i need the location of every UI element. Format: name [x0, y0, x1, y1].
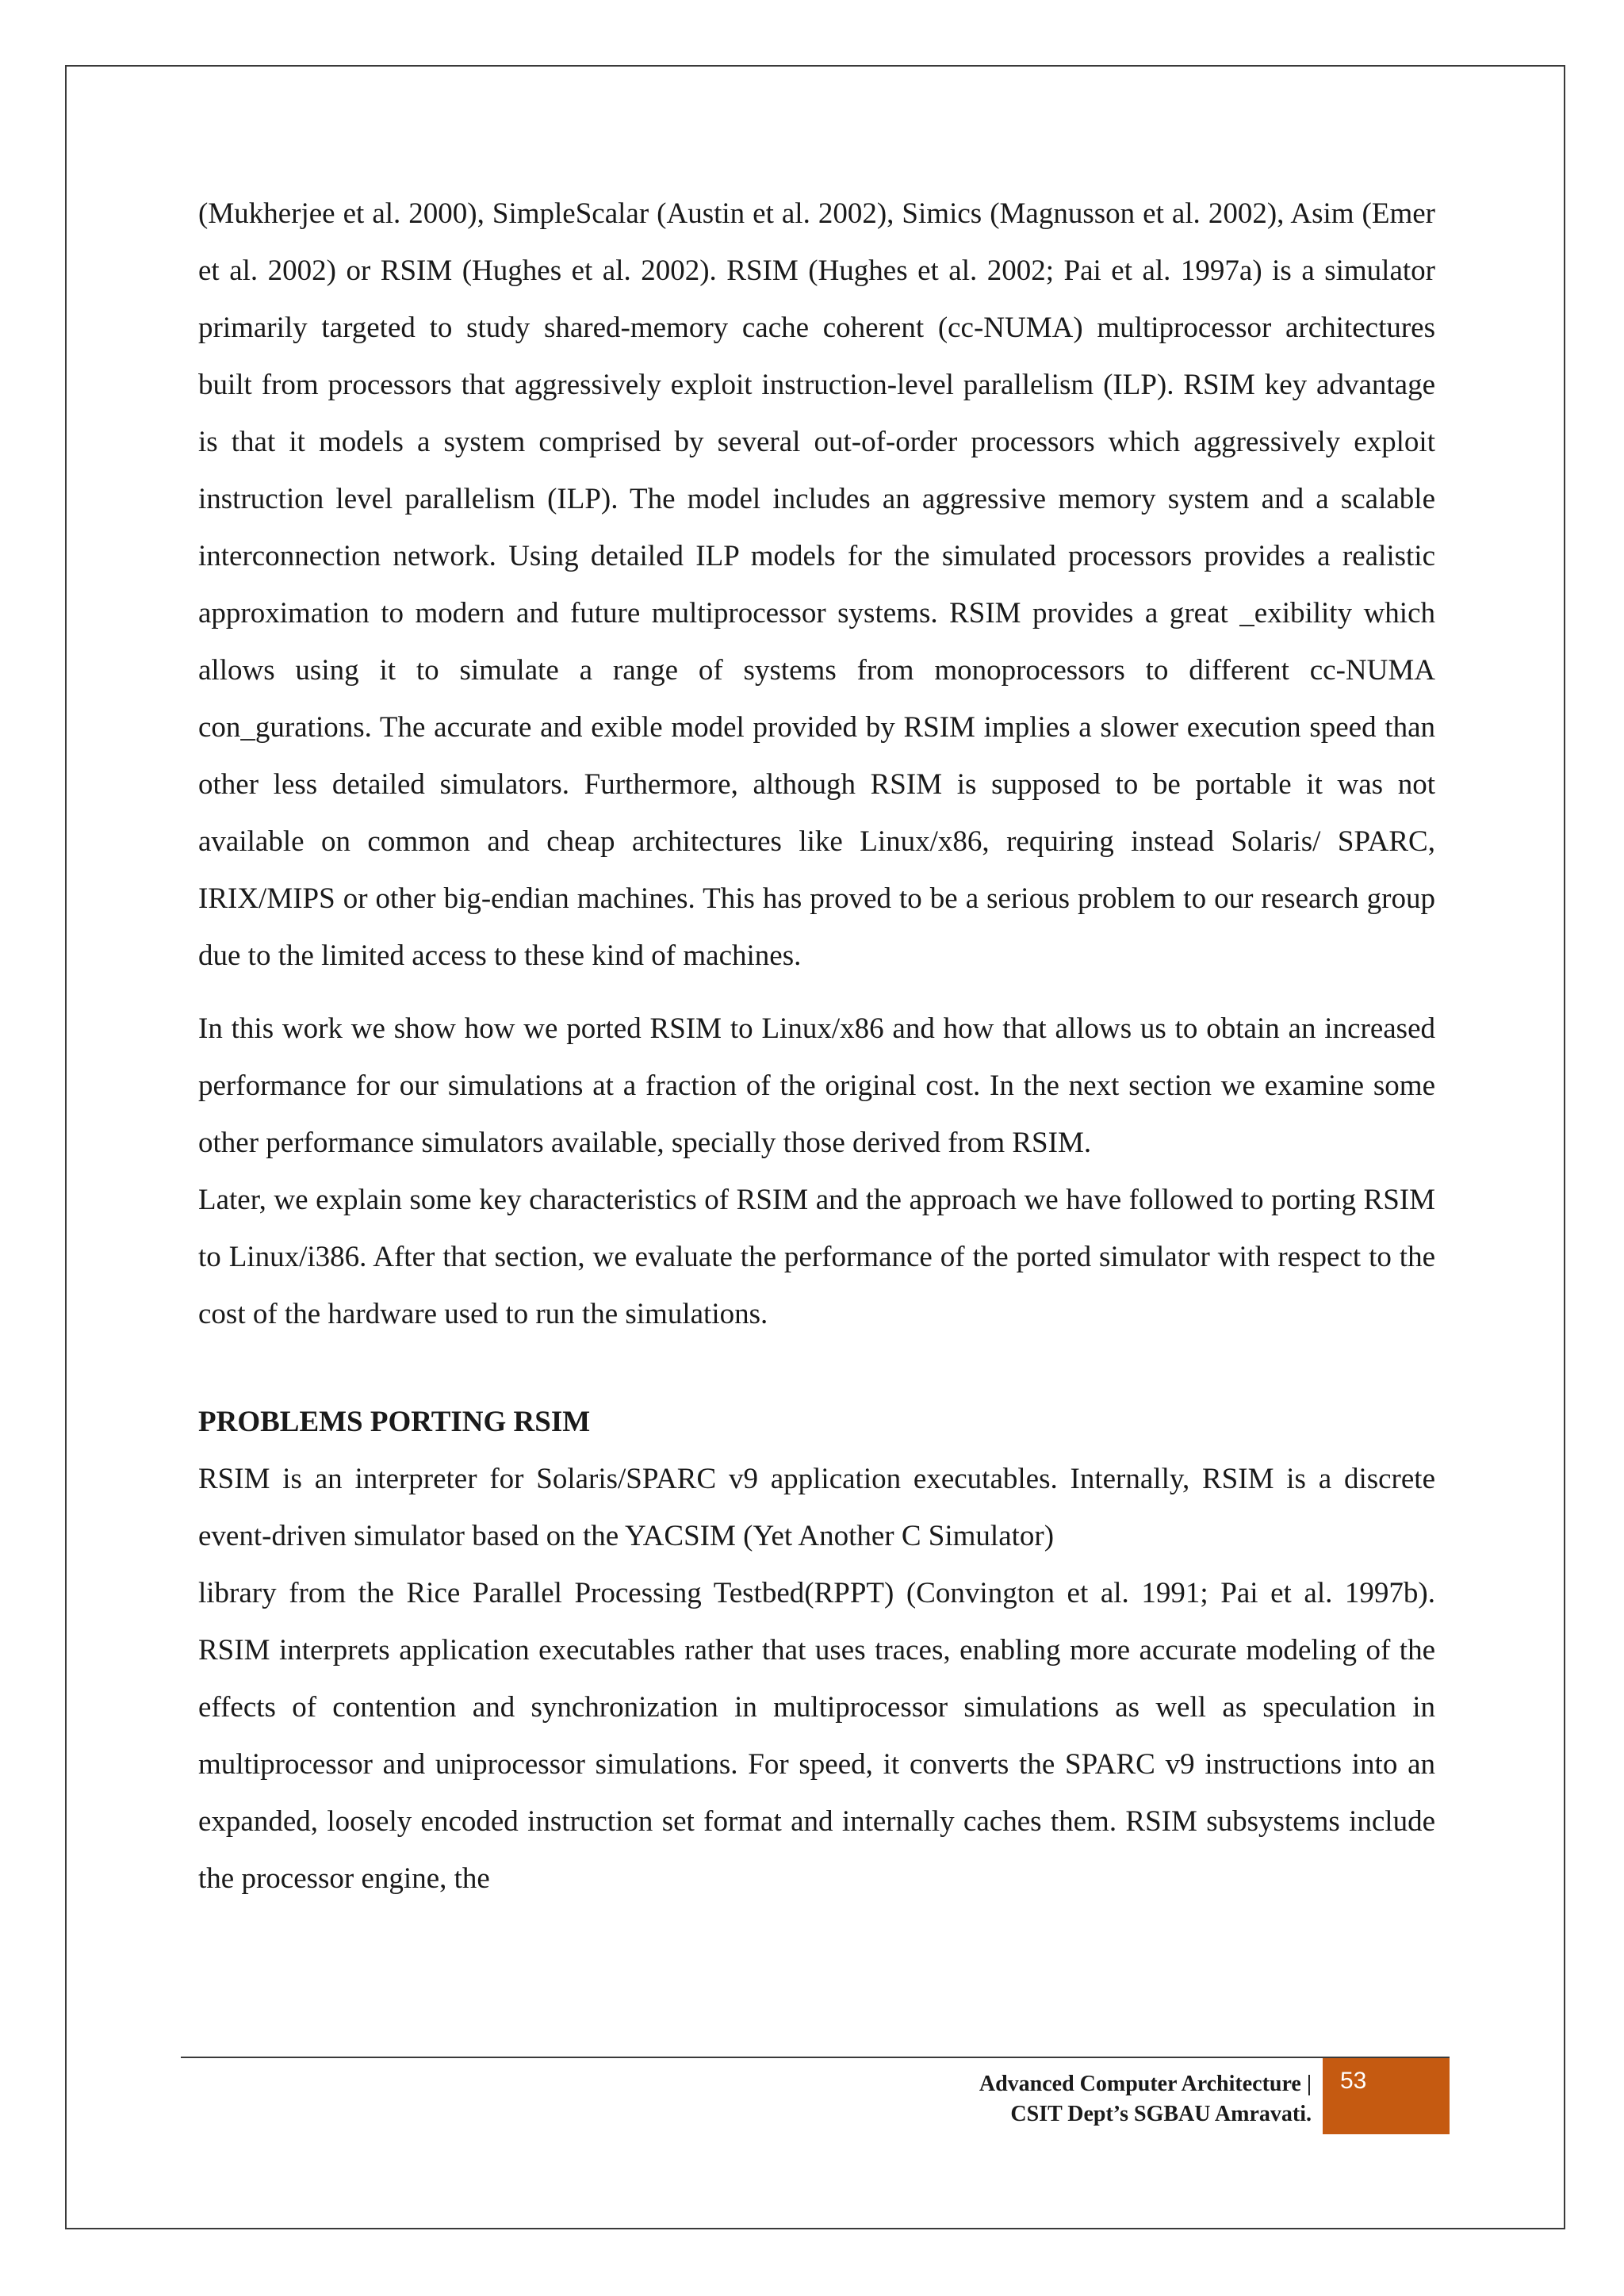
paragraph-rsim-interpreter: RSIM is an interpreter for Solaris/SPARC v9 application executables. Internally, RSIM is a discrete event-driven simulator based on the YACSIM (Yet Another C Simulator): [198, 1463, 1435, 1552]
paragraph-this-work: In this work we show how we ported RSIM to Linux/x86 and how that allows us to obtain an increased performance for our simulations at a fraction of the original cost. In the next section we examine some other performance simulators available, specially those derived from RSIM.: [198, 1012, 1435, 1159]
paragraph-simulators-overview: (Mukherjee et al. 2000), SimpleScalar (Austin et al. 2002), Simics (Magnusson et al. 2002), Asim (Emer et al. 2002) or RSIM (Hughes et al. 2002). RSIM (Hughes et al. 2002; Pai et al. 1997a) is a simulator primarily targeted to study shared-memory cache coherent (cc-NUMA) multiprocessor architectures built from processors that aggressively exploit instruction-level parallelism (ILP). RSIM key advantage is that it models a system comprised by several out-of-order processors which aggressively exploit instruction level parallelism (ILP). The model includes an aggressive memory system and a scalable interconnection network. Using detailed ILP models for the simulated processors provides a realistic approximation to modern and future multiprocessor systems. RSIM provides a great _exibility which allows using it to simulate a range of systems from monoprocessors to different cc-NUMA con_gurations. The accurate and exible model provided by RSIM implies a slower execution speed than other less detailed simulators. Furthermore, although RSIM is supposed to be portable it was not available on common and cheap architectures like Linux/x86, requiring instead Solaris/ SPARC, IRIX/MIPS or other big-endian machines. This has proved to be a serious problem to our research group due to the limited access to these kind of machines.: [198, 197, 1435, 972]
footer-rule: [181, 2057, 1450, 2058]
paragraph-later: Later, we explain some key characteristics of RSIM and the approach we have followed to porting RSIM to Linux/i386. After that section, we evaluate the performance of the ported simulator with respect to the cost of the hardware used to run the simulations.: [198, 1184, 1435, 1330]
section-heading: PROBLEMS PORTING RSIM: [198, 1406, 591, 1438]
page-number-badge: 53: [1323, 2058, 1450, 2134]
footer-course-title: Advanced Computer Architecture |: [979, 2072, 1312, 2096]
paragraph-rsim-library: library from the Rice Parallel Processing Testbed(RPPT) (Convington et al. 1991; Pai et al. 1997b). RSIM interprets application executables rather that uses traces, enabling more accurate modeling of the effects of contention and synchronization in multiprocessor simulations as well as speculation in multiprocessor and uniprocessor simulations. For speed, it converts the SPARC v9 instructions into an expanded, loosely encoded instruction set format and internally caches them. RSIM subsystems include the processor engine, the: [198, 1577, 1435, 1895]
footer-department: CSIT Dept’s SGBAU Amravati.: [1010, 2102, 1312, 2126]
footer-course-info: [793, 2069, 1312, 2130]
document-body: [198, 186, 1435, 1908]
